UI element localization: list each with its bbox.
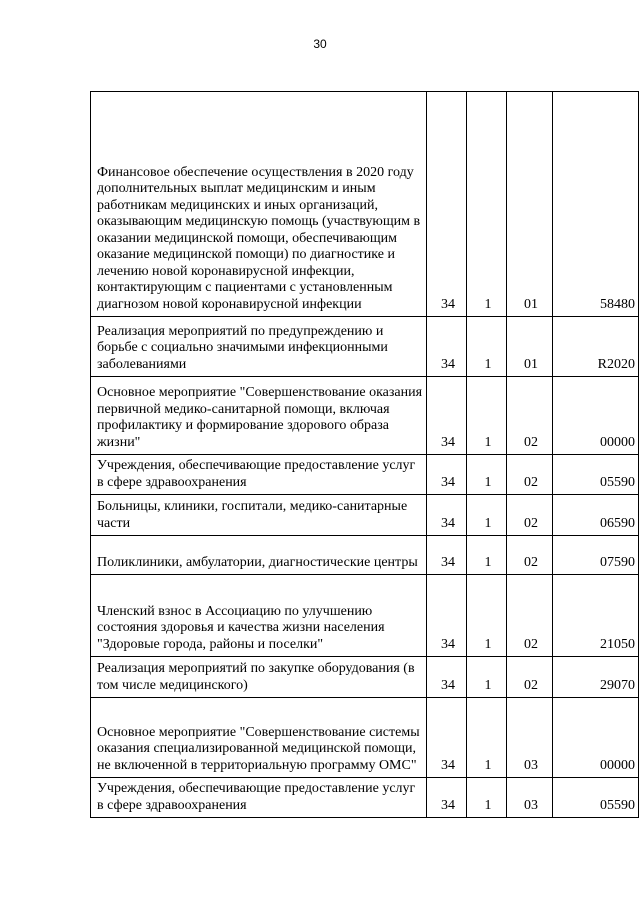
code-col-2: 1: [467, 317, 507, 377]
code-col-4: 05590: [553, 455, 639, 495]
code-col-4: R2020: [553, 317, 639, 377]
code-col-4: 21050: [553, 575, 639, 657]
code-col-1: 34: [427, 495, 467, 536]
code-col-3: 03: [507, 698, 553, 778]
row-name-cell: Основное мероприятие "Совершенствование системы оказания специализированной медицинской помощи, не включенной в территориальную программу ОМС": [91, 698, 427, 778]
row-name-cell: Членский взнос в Ассоциацию по улучшению состояния здоровья и качества жизни населения "Здоровые города, районы и поселки": [91, 575, 427, 657]
table-row: [91, 317, 639, 377]
row-name-cell: Учреждения, обеспечивающие предоставление услуг в сфере здравоохранения: [91, 778, 427, 818]
table-row: [91, 657, 639, 698]
table-row: [91, 377, 639, 455]
row-name-cell: Учреждения, обеспечивающие предоставление услуг в сфере здравоохранения: [91, 455, 427, 495]
code-col-2: 1: [467, 495, 507, 536]
table-row: [91, 778, 639, 818]
code-col-2: 1: [467, 657, 507, 698]
row-name-cell: Реализация мероприятий по закупке оборудования (в том числе медицинского): [91, 657, 427, 698]
code-col-4: 06590: [553, 495, 639, 536]
row-name-cell: Основное мероприятие "Совершенствование оказания первичной медико-санитарной помощи, включая профилактику и формирование здорового образа жизни": [91, 377, 427, 455]
code-col-1: 34: [427, 657, 467, 698]
code-col-3: 03: [507, 778, 553, 818]
code-col-1: 34: [427, 455, 467, 495]
table-row: [91, 575, 639, 657]
code-col-2: 1: [467, 377, 507, 455]
code-col-2: 1: [467, 92, 507, 317]
code-col-3: 02: [507, 657, 553, 698]
code-col-2: 1: [467, 778, 507, 818]
code-col-3: 02: [507, 377, 553, 455]
code-col-1: 34: [427, 92, 467, 317]
code-col-3: 02: [507, 495, 553, 536]
code-col-4: 58480: [553, 92, 639, 317]
row-name-cell: Финансовое обеспечение осуществления в 2020 году дополнительных выплат медицинским и иным работникам медицинских и иных организаций, оказывающим медицинскую помощь (участвующим в оказании медицинской помощи, обеспечивающим оказание медицинской помощи) по диагностике и лечению новой коронавирусной инфекции, контактирующим с пациентами с установленным диагнозом новой коронавирусной инфекции: [91, 92, 427, 317]
code-col-3: 02: [507, 455, 553, 495]
code-col-3: 01: [507, 92, 553, 317]
code-col-1: 34: [427, 536, 467, 575]
code-col-3: 02: [507, 536, 553, 575]
code-col-4: 00000: [553, 377, 639, 455]
code-col-1: 34: [427, 575, 467, 657]
code-col-4: 07590: [553, 536, 639, 575]
table-row: [91, 455, 639, 495]
table-row: [91, 92, 639, 317]
code-col-1: 34: [427, 698, 467, 778]
code-col-2: 1: [467, 455, 507, 495]
code-col-4: 00000: [553, 698, 639, 778]
row-name-cell: Реализация мероприятий по предупреждению и борьбе с социально значимыми инфекционными заболеваниями: [91, 317, 427, 377]
page-number: 30: [313, 37, 327, 51]
table-row: [91, 536, 639, 575]
code-col-2: 1: [467, 698, 507, 778]
row-name-cell: Поликлиники, амбулатории, диагностические центры: [91, 536, 427, 575]
code-col-4: 05590: [553, 778, 639, 818]
row-name-cell: Больницы, клиники, госпитали, медико-санитарные части: [91, 495, 427, 536]
code-col-3: 02: [507, 575, 553, 657]
code-col-2: 1: [467, 575, 507, 657]
budget-table: [90, 91, 639, 818]
code-col-2: 1: [467, 536, 507, 575]
code-col-4: 29070: [553, 657, 639, 698]
table-row: [91, 495, 639, 536]
code-col-1: 34: [427, 377, 467, 455]
code-col-1: 34: [427, 778, 467, 818]
code-col-3: 01: [507, 317, 553, 377]
table-row: [91, 698, 639, 778]
code-col-1: 34: [427, 317, 467, 377]
